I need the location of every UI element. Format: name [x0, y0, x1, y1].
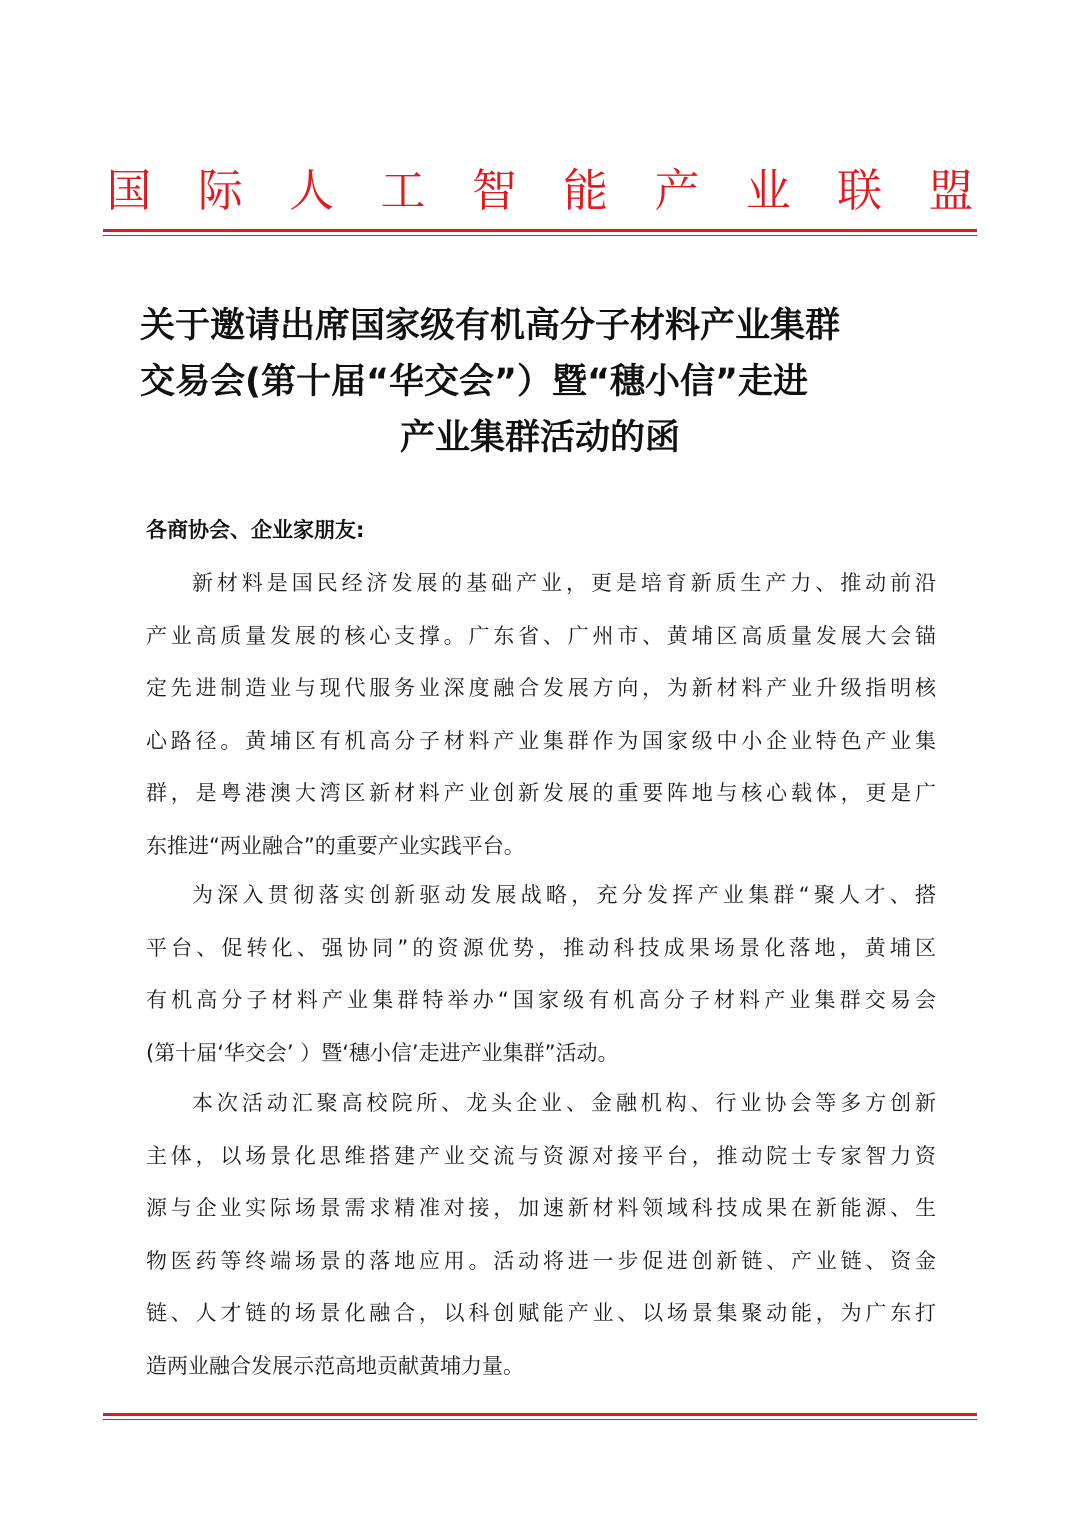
- paragraph-line: (第十届‘华交会’ ）暨‘穗小信’走进产业集群”活动。: [146, 1040, 619, 1065]
- org-name-char: 智: [471, 164, 517, 217]
- paragraph-line: 本次活动汇聚高校院所、龙头企业、金融机构、行业协会等多方创新: [192, 1091, 936, 1115]
- org-name-char: 能: [563, 164, 609, 217]
- org-name-char: 产: [654, 164, 700, 217]
- org-name-char: 工: [380, 164, 426, 217]
- paragraph-line: 东推进“两业融合”的重要产业实践平台。: [146, 833, 525, 858]
- body-paragraph: [146, 1077, 936, 1392]
- body-paragraph: [146, 557, 936, 872]
- org-name-char: 盟: [928, 164, 974, 217]
- title-line: 交易会(第十届“华交会”）暨“穗小信”走进: [140, 362, 809, 402]
- paragraph-line: 心路径。黄埔区有机高分子材料产业集群作为国家级中小企业特色产业集: [146, 728, 936, 753]
- paragraph-line: 产业高质量发展的核心支撑。广东省、广州市、黄埔区高质量发展大会锚: [146, 623, 936, 648]
- org-name-char: 国: [106, 164, 152, 217]
- paragraph-line: 源与企业实际场景需求精准对接，加速新材料领域科技成果在新能源、生: [146, 1196, 936, 1220]
- paragraph-line: 有机高分子材料产业集群特举办“国家级有机高分子材料产业集群交易会: [146, 988, 936, 1012]
- footer-divider: [103, 1413, 977, 1420]
- org-header: [104, 160, 976, 222]
- paragraph-line: 物医药等终端场景的落地应用。活动将进一步促进创新链、产业链、资金: [146, 1248, 936, 1273]
- org-name-char: 际: [197, 164, 243, 217]
- org-name-char: 人: [289, 164, 335, 217]
- org-name-char: 业: [745, 164, 791, 217]
- title-line: 关于邀请出席国家级有机高分子材料产业集群: [140, 306, 841, 346]
- body-paragraph: [146, 869, 936, 1079]
- paragraph-line: 为深入贯彻落实创新驱动发展战略，充分发挥产业集群“聚人才、搭: [192, 883, 936, 907]
- document-title: [140, 298, 940, 466]
- paragraph-line: 链、人才链的场景化融合，以科创赋能产业、以场景集聚动能，为广东打: [146, 1301, 936, 1325]
- paragraph-line: 主体，以场景化思维搭建产业交流与资源对接平台，推动院士专家智力资: [146, 1143, 936, 1168]
- org-name-char: 联: [837, 164, 883, 217]
- paragraph-line: 群，是粤港澳大湾区新材料产业创新发展的重要阵地与核心载体，更是广: [146, 781, 936, 805]
- header-divider: [103, 229, 977, 236]
- title-line: 产业集群活动的函: [399, 418, 680, 458]
- paragraph-line: 新材料是国民经济发展的基础产业，更是培育新质生产力、推动前沿: [192, 571, 936, 595]
- paragraph-line: 造两业融合发展示范高地贡献黄埔力量。: [146, 1353, 524, 1378]
- salutation: 各商协会、企业家朋友:: [146, 518, 365, 542]
- paragraph-line: 定先进制造业与现代服务业深度融合发展方向，为新材料产业升级指明核: [146, 676, 936, 700]
- paragraph-line: 平台、促转化、强协同”的资源优势，推动科技成果场景化落地，黄埔区: [146, 935, 936, 960]
